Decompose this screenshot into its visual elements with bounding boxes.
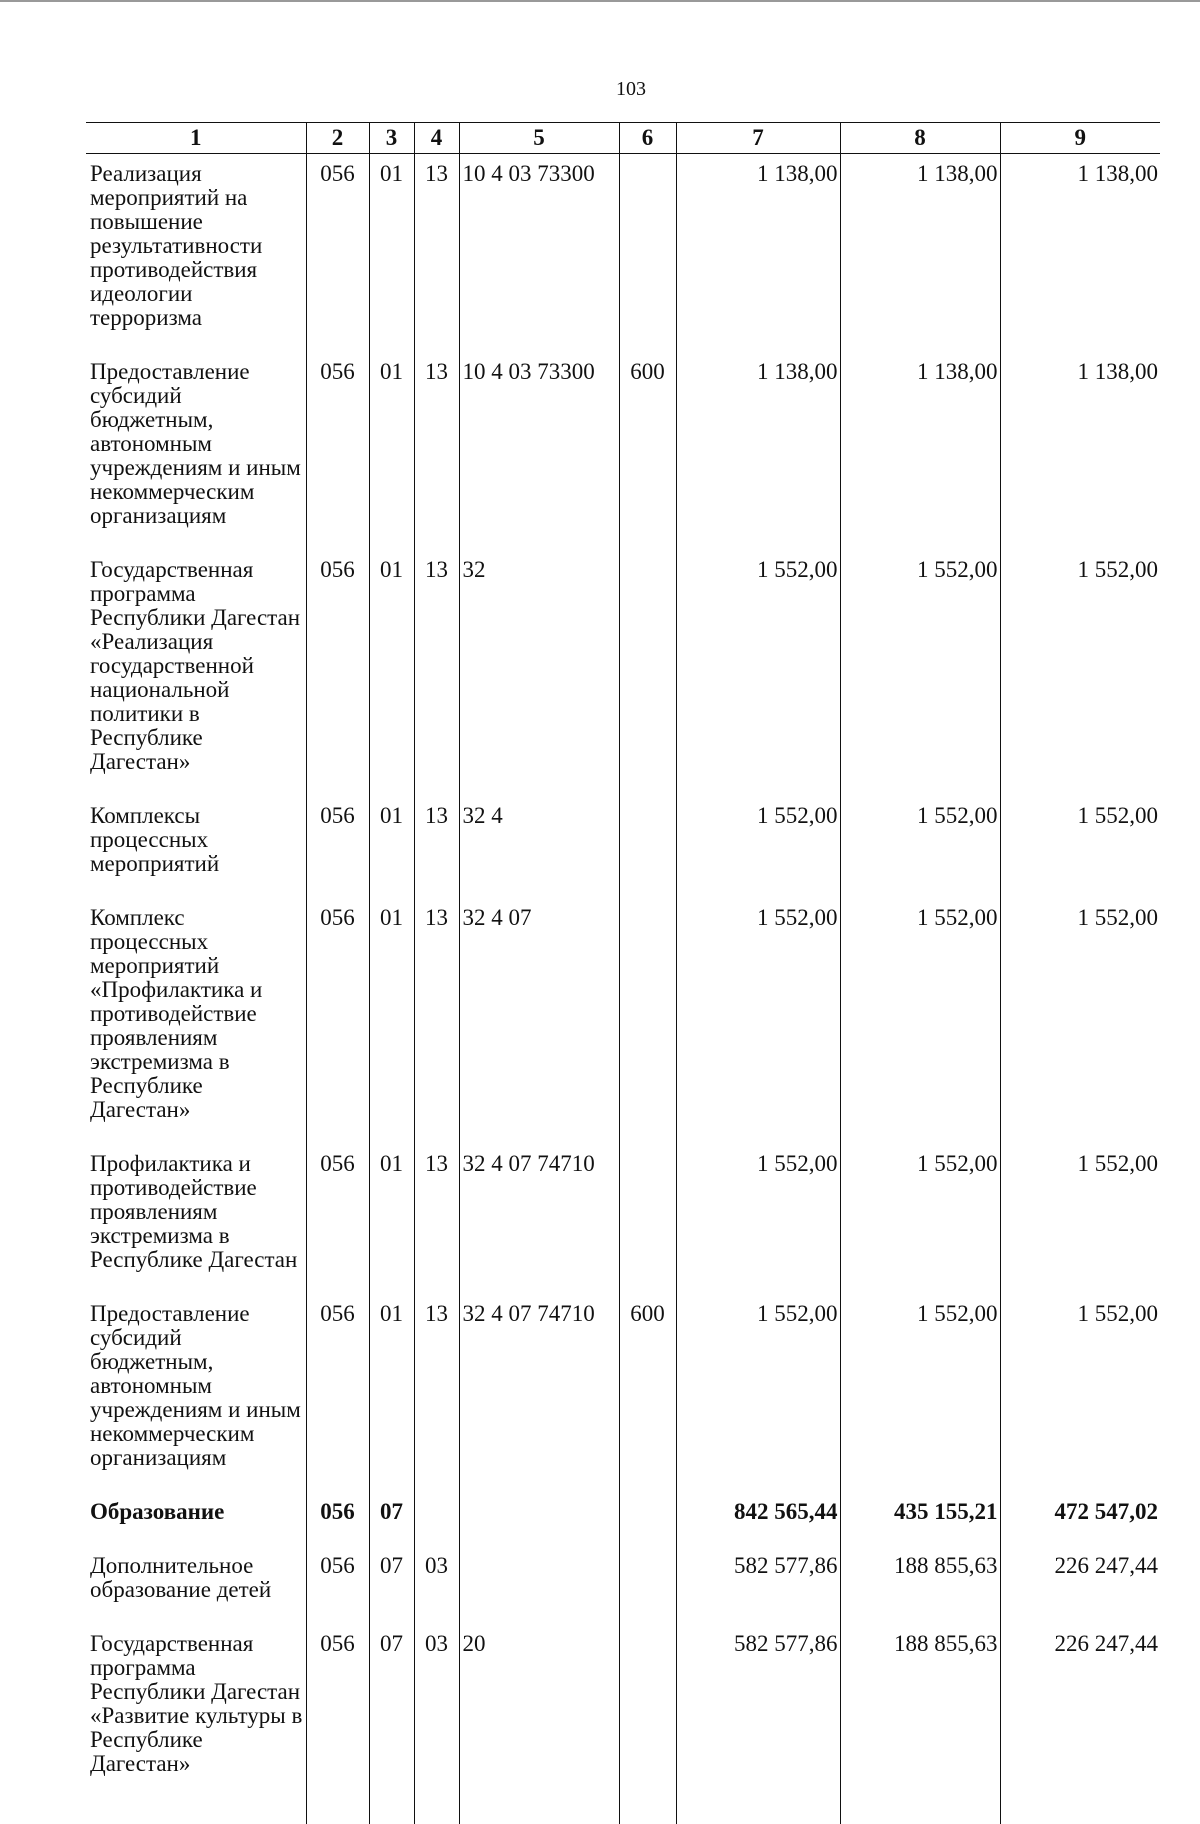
cell-col-5: 20 <box>459 1624 619 1824</box>
header-col-9: 9 <box>1000 123 1160 154</box>
cell-col-2: 056 <box>306 1294 369 1492</box>
cell-col-3: 07 <box>369 1624 414 1824</box>
cell-col-4: 13 <box>414 550 459 796</box>
row-name: Государственная программа Республики Дагестан «Реализация государственной национальной политики в Республике Дагестан» <box>90 557 300 774</box>
table-row <box>86 1546 1160 1624</box>
cell-col-4: 13 <box>414 1144 459 1294</box>
row-name: Предоставление субсидий бюджетным, автономным учреждениям и иным некоммерческим организациям <box>90 1301 301 1470</box>
cell-col-6 <box>619 796 676 898</box>
cell-col-9: 226 247,44 <box>1000 1624 1160 1824</box>
header-col-6: 6 <box>619 123 676 154</box>
cell-col-8: 1 138,00 <box>840 154 1000 353</box>
header-col-5: 5 <box>459 123 619 154</box>
cell-col-4 <box>414 1492 459 1546</box>
cell-col-7: 1 552,00 <box>676 550 840 796</box>
cell-col-8: 1 552,00 <box>840 796 1000 898</box>
cell-col-8: 188 855,63 <box>840 1624 1000 1824</box>
table-row <box>86 154 1160 353</box>
row-name: Дополнительное образование детей <box>90 1553 272 1602</box>
table-row <box>86 1144 1160 1294</box>
cell-col-9: 1 552,00 <box>1000 898 1160 1144</box>
header-col-3: 3 <box>369 123 414 154</box>
table-row <box>86 1294 1160 1492</box>
cell-col-5: 32 <box>459 550 619 796</box>
cell-col-9: 1 552,00 <box>1000 796 1160 898</box>
cell-col-3: 01 <box>369 154 414 353</box>
cell-col-2: 056 <box>306 1624 369 1824</box>
cell-col-9: 472 547,02 <box>1000 1492 1160 1546</box>
cell-col-3: 01 <box>369 1144 414 1294</box>
cell-col-8: 1 138,00 <box>840 352 1000 550</box>
row-name: Реализация мероприятий на повышение результативности противодействия идеологии терроризма <box>90 161 263 330</box>
cell-col-5: 32 4 <box>459 796 619 898</box>
cell-col-7: 1 552,00 <box>676 1294 840 1492</box>
scan-edge-line <box>0 0 1200 2</box>
cell-col-9: 1 138,00 <box>1000 352 1160 550</box>
row-name: Комплекс процессных мероприятий «Профилактика и противодействие проявлениям экстремизма в Республике Дагестан» <box>90 905 263 1122</box>
cell-col-4: 03 <box>414 1624 459 1824</box>
cell-col-2: 056 <box>306 1144 369 1294</box>
cell-col-7: 582 577,86 <box>676 1624 840 1824</box>
header-col-8: 8 <box>840 123 1000 154</box>
table-row <box>86 796 1160 898</box>
cell-col-2: 056 <box>306 352 369 550</box>
cell-col-3: 01 <box>369 796 414 898</box>
cell-col-9: 226 247,44 <box>1000 1546 1160 1624</box>
table-row-section <box>86 1492 1160 1546</box>
header-col-2: 2 <box>306 123 369 154</box>
cell-col-6 <box>619 898 676 1144</box>
cell-col-4: 13 <box>414 154 459 353</box>
cell-col-3: 01 <box>369 352 414 550</box>
header-col-1: 1 <box>86 123 306 154</box>
page-number: 103 <box>616 78 646 100</box>
cell-col-6 <box>619 1624 676 1824</box>
cell-col-5: 10 4 03 73300 <box>459 352 619 550</box>
cell-col-8: 1 552,00 <box>840 550 1000 796</box>
cell-col-6 <box>619 1546 676 1624</box>
cell-col-8: 188 855,63 <box>840 1546 1000 1624</box>
row-name: Профилактика и противодействие проявлениям экстремизма в Республике Дагестан <box>90 1151 298 1272</box>
table-row <box>86 1624 1160 1824</box>
cell-col-4: 13 <box>414 1294 459 1492</box>
cell-col-5: 10 4 03 73300 <box>459 154 619 353</box>
cell-col-9: 1 552,00 <box>1000 1294 1160 1492</box>
cell-col-2: 056 <box>306 550 369 796</box>
cell-col-2: 056 <box>306 898 369 1144</box>
table-row <box>86 550 1160 796</box>
cell-col-8: 1 552,00 <box>840 898 1000 1144</box>
cell-col-7: 1 138,00 <box>676 352 840 550</box>
cell-col-7: 1 552,00 <box>676 1144 840 1294</box>
cell-col-6: 600 <box>619 1294 676 1492</box>
cell-col-2: 056 <box>306 154 369 353</box>
cell-col-7: 1 138,00 <box>676 154 840 353</box>
cell-col-6 <box>619 550 676 796</box>
cell-col-3: 01 <box>369 898 414 1144</box>
budget-table <box>86 122 1160 1824</box>
cell-col-4: 13 <box>414 898 459 1144</box>
cell-col-3: 07 <box>369 1492 414 1546</box>
cell-col-2: 056 <box>306 1546 369 1624</box>
table-header-row <box>86 123 1160 154</box>
cell-col-8: 1 552,00 <box>840 1144 1000 1294</box>
cell-col-6 <box>619 1492 676 1546</box>
cell-col-6 <box>619 1144 676 1294</box>
table-row <box>86 898 1160 1144</box>
cell-col-4: 13 <box>414 352 459 550</box>
cell-col-3: 07 <box>369 1546 414 1624</box>
cell-col-3: 01 <box>369 1294 414 1492</box>
cell-col-7: 1 552,00 <box>676 796 840 898</box>
cell-col-8: 435 155,21 <box>840 1492 1000 1546</box>
cell-col-7: 582 577,86 <box>676 1546 840 1624</box>
row-name: Образование <box>90 1499 225 1524</box>
cell-col-5: 32 4 07 74710 <box>459 1144 619 1294</box>
table-row <box>86 352 1160 550</box>
cell-col-4: 03 <box>414 1546 459 1624</box>
cell-col-2: 056 <box>306 796 369 898</box>
cell-col-2: 056 <box>306 1492 369 1546</box>
cell-col-7: 1 552,00 <box>676 898 840 1144</box>
row-name: Комплексы процессных мероприятий <box>90 803 220 876</box>
cell-col-5 <box>459 1546 619 1624</box>
cell-col-5: 32 4 07 74710 <box>459 1294 619 1492</box>
row-name: Предоставление субсидий бюджетным, автономным учреждениям и иным некоммерческим организациям <box>90 359 301 528</box>
cell-col-4: 13 <box>414 796 459 898</box>
header-col-4: 4 <box>414 123 459 154</box>
cell-col-5 <box>459 1492 619 1546</box>
header-col-7: 7 <box>676 123 840 154</box>
cell-col-6: 600 <box>619 352 676 550</box>
cell-col-5: 32 4 07 <box>459 898 619 1144</box>
cell-col-9: 1 552,00 <box>1000 550 1160 796</box>
cell-col-7: 842 565,44 <box>676 1492 840 1546</box>
row-name: Государственная программа Республики Дагестан «Развитие культуры в Республике Дагестан» <box>90 1631 303 1776</box>
cell-col-9: 1 552,00 <box>1000 1144 1160 1294</box>
cell-col-3: 01 <box>369 550 414 796</box>
cell-col-9: 1 138,00 <box>1000 154 1160 353</box>
cell-col-8: 1 552,00 <box>840 1294 1000 1492</box>
cell-col-6 <box>619 154 676 353</box>
